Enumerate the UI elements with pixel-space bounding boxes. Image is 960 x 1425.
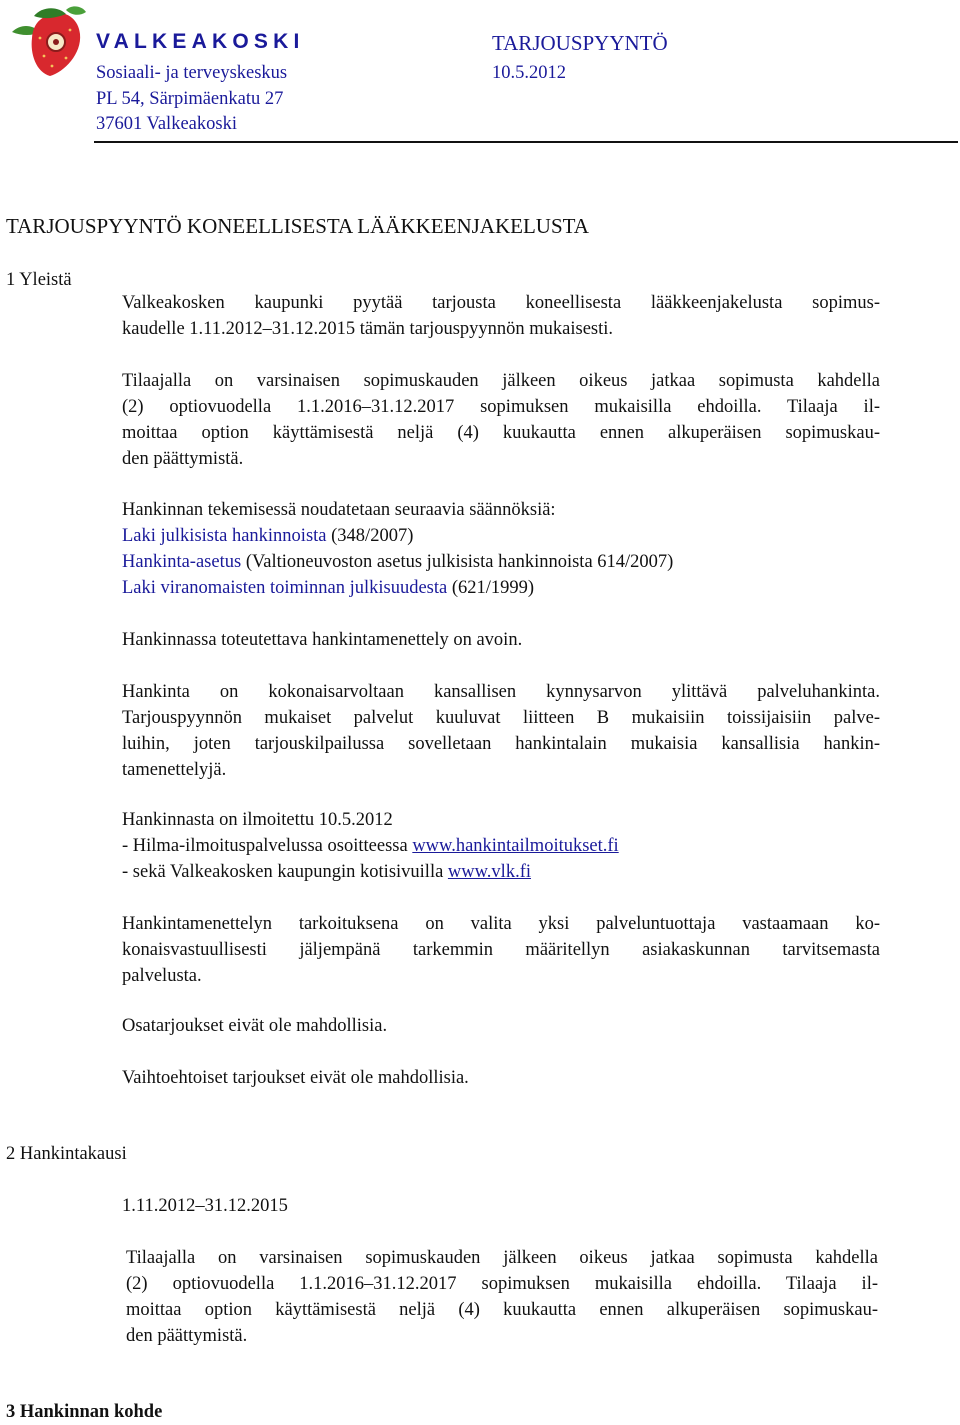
text-line: palvelusta. [122, 966, 202, 986]
text-line: Tilaajalla on varsinaisen sopimuskauden jälkeen oikeus jatkaa sopimusta kahdella [122, 371, 880, 391]
section-2-paragraph-1 [126, 1245, 878, 1349]
rule-ref: (348/2007) [326, 526, 414, 546]
rules-intro: Hankinnan tekemisessä noudatetaan seuraavia säännöksiä: [122, 500, 556, 520]
text-line: Tilaajalla on varsinaisen sopimuskauden jälkeen oikeus jatkaa sopimusta kahdella [126, 1248, 878, 1268]
hilma-prefix: - Hilma-ilmoituspalvelussa osoitteessa [122, 836, 413, 856]
section-1-paragraph-4 [122, 911, 880, 989]
department: Sosiaali- ja terveyskeskus [96, 63, 288, 83]
announced-text: Hankinnasta on ilmoitettu 10.5.2012 [122, 810, 393, 830]
text-line: kaudelle 1.11.2012–31.12.2015 tämän tarjouspyynnön mukaisesti. [122, 319, 614, 339]
text-line: moittaa option käyttämisestä neljä (4) kuukautta ennen alkuperäisen sopimuskau- [126, 1300, 878, 1320]
rule-item [122, 549, 673, 575]
vlk-link[interactable]: www.vlk.fi [447, 862, 531, 882]
text-line: den päättymistä. [122, 449, 244, 469]
rule-ref: (621/1999) [447, 578, 535, 598]
rule-item [122, 575, 534, 601]
section-3-heading: 3 Hankinnan kohde [6, 1402, 163, 1422]
hilma-line [122, 833, 619, 859]
page-title: TARJOUSPYYNTÖ KONEELLISESTA LÄÄKKEENJAKELUSTA [6, 214, 589, 238]
text-line: luihin, joten tarjouskilpailussa sovelletaan hankintalain mukaisia kansallisia hankin- [122, 734, 880, 754]
address-line-1: PL 54, Särpimäenkatu 27 [96, 89, 284, 109]
alternative-offers-text: Vaihtoehtoiset tarjoukset eivät ole mahdollisia. [122, 1068, 469, 1088]
rule-item [122, 523, 413, 549]
doc-type: TARJOUSPYYNTÖ [492, 31, 668, 55]
text-line: Valkeakosken kaupunki pyytää tarjousta koneellisesta lääkkeenjakelusta sopimus- [122, 293, 880, 313]
text-line: (2) optiovuodella 1.1.2016–31.12.2017 sopimuksen mukaisilla ehdoilla. Tilaaja il- [122, 397, 880, 417]
doc-date: 10.5.2012 [492, 63, 566, 83]
hilma-link[interactable]: www.hankintailmoitukset.fi [412, 836, 619, 856]
header-divider [94, 141, 958, 143]
strawberry-logo-icon [6, 2, 90, 78]
org-name: VALKEAKOSKI [96, 30, 305, 53]
text-line: Hankintamenettelyn tarkoituksena on valita yksi palveluntuottaja vastaamaan ko- [122, 914, 880, 934]
contract-period: 1.11.2012–31.12.2015 [122, 1196, 288, 1216]
section-2-heading: 2 Hankintakausi [6, 1144, 127, 1164]
text-line: konaisvastuullisesti jäljempänä tarkemmin määritellyn asiakaskunnan tarvitsemasta [122, 940, 880, 960]
address-line-2: 37601 Valkeakoski [96, 114, 237, 134]
decree-link[interactable]: Hankinta-asetus [122, 552, 242, 572]
procedure-text: Hankinnassa toteutettava hankintamenettely on avoin. [122, 630, 523, 650]
publicity-law-link[interactable]: Laki viranomaisten toiminnan julkisuudesta [122, 578, 448, 598]
text-line: tamenettelyjä. [122, 760, 227, 780]
text-line: (2) optiovuodella 1.1.2016–31.12.2017 sopimuksen mukaisilla ehdoilla. Tilaaja il- [126, 1274, 878, 1294]
vlk-line [122, 859, 531, 885]
section-1-paragraph-3 [122, 679, 880, 783]
section-1-heading: 1 Yleistä [6, 270, 72, 290]
law-link[interactable]: Laki julkisista hankinnoista [122, 526, 327, 546]
text-line: Tarjouspyynnön mukaiset palvelut kuuluvat liitteen B mukaisiin toissijaisiin palve- [122, 708, 880, 728]
text-line: den päättymistä. [126, 1326, 248, 1346]
rule-ref: (Valtioneuvoston asetus julkisista hankinnoista 614/2007) [241, 552, 674, 572]
section-1-paragraph-1 [122, 290, 880, 342]
text-line: moittaa option käyttämisestä neljä (4) kuukautta ennen alkuperäisen sopimuskau- [122, 423, 880, 443]
vlk-prefix: - sekä Valkeakosken kaupungin kotisivuilla [122, 862, 448, 882]
partial-offers-text: Osatarjoukset eivät ole mahdollisia. [122, 1016, 388, 1036]
section-1-paragraph-2 [122, 368, 880, 472]
text-line: Hankinta on kokonaisarvoltaan kansallisen kynnysarvon ylittävä palveluhankinta. [122, 682, 880, 702]
